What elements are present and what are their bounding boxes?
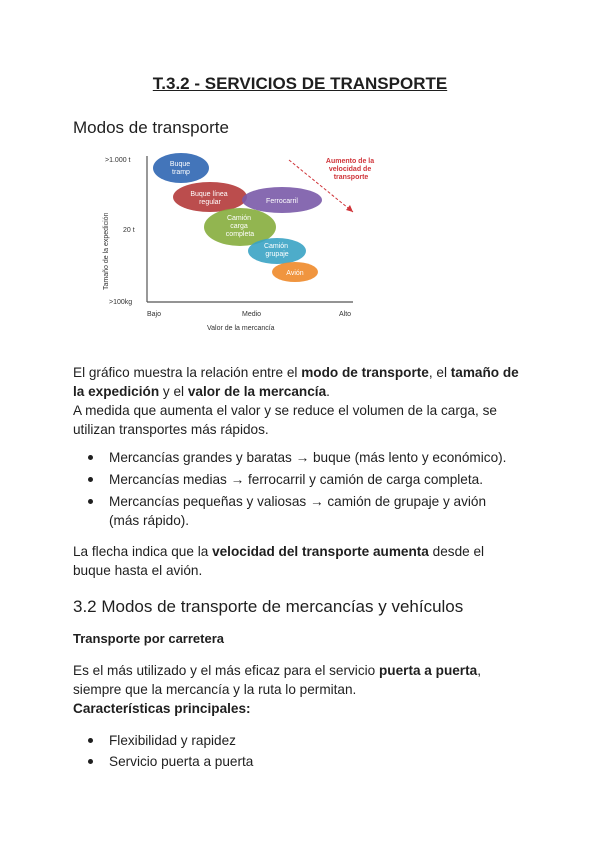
bullet-dot [88, 455, 93, 460]
speed-arrow-label [326, 158, 376, 181]
bullet-dot [88, 499, 93, 504]
bullet-dot [88, 477, 93, 482]
bullet-dot [88, 759, 93, 764]
bold-run: tamaño de la expedición [73, 365, 519, 399]
x-tick-label: Medio [242, 311, 262, 318]
bubble-label-line: Camión [263, 243, 289, 250]
bubble-ferrocarril [242, 187, 322, 213]
bubble-label-line: tramp [172, 169, 190, 176]
bold-run: modo de transporte [301, 365, 429, 380]
bubble-label-line: Buque [169, 161, 191, 168]
section-heading-modos: Modos de transporte [73, 118, 229, 137]
text-run: Es el más utilizado y el más eficaz para el servicio [73, 663, 379, 678]
bubble-buque-linea-regular [173, 182, 247, 212]
speed-arrow-head [346, 205, 353, 212]
list-item-text: Mercancías medias → ferrocarril y camión de carga completa. [109, 472, 483, 487]
text-run: , el [428, 365, 451, 380]
speed-arrow-label-line: transporte [333, 174, 369, 181]
subheading-transporte-carretera: Transporte por carretera [73, 631, 225, 646]
x-tick-label: Bajo [147, 311, 162, 318]
speed-arrow-label-line: Aumento de la [325, 158, 375, 165]
list-item-text: Mercancías grandes y baratas → buque (más lento y económico). [109, 450, 507, 465]
y-axis-label: Tamaño de la expedición [103, 212, 110, 290]
bubble-label-line: Camión [226, 215, 252, 222]
bubble-label-line: grupaje [265, 251, 289, 258]
list-item-text: Mercancías pequeñas y valiosas → camión de grupaje y avión [109, 494, 487, 509]
speed-arrow-label-line: velocidad de [328, 166, 372, 173]
text-run: desde el buque hasta el avión. [73, 544, 485, 578]
bubble-label-line: regular [199, 199, 221, 206]
paragraph-carretera [73, 661, 533, 699]
bubble-label: Ferrocarril [266, 198, 298, 205]
transport-modes-chart [95, 150, 375, 340]
bubble-avion [272, 262, 318, 282]
y-tick-label: >1.000 t [105, 157, 131, 164]
y-tick-label: >100kg [109, 299, 133, 306]
paragraph-value-volume: A medida que aumenta el valor y se reduce el volumen de la carga, se utilizan transportes más rápidos. [73, 403, 497, 437]
text-run: y el [159, 384, 188, 399]
bold-run: puerta a puerta [378, 663, 478, 678]
bubble-label-line: completa [225, 231, 255, 238]
x-tick-label: Alto [339, 311, 352, 318]
text-run: . [326, 384, 330, 399]
text-run: El gráfico muestra la relación entre el [73, 365, 302, 380]
list-item-text-continued: (más rápido). [109, 513, 190, 528]
features-heading: Características principales: [73, 701, 251, 716]
list-item-text: Flexibilidad y rapidez [109, 733, 236, 748]
bubble-label-line: Buque línea [190, 191, 228, 198]
page-title: T.3.2 - SERVICIOS DE TRANSPORTE [152, 74, 448, 93]
bold-run: velocidad del transporte aumenta [212, 544, 429, 559]
x-axis-label: Valor de la mercancía [207, 325, 275, 332]
paragraph-chart-explanation [73, 363, 533, 401]
bubble-camion-grupaje [248, 238, 306, 264]
text-run: , siempre que la mercancía y la ruta lo permitan. [73, 663, 481, 697]
paragraph-arrow-explanation [73, 542, 513, 580]
bubble-label [264, 243, 290, 258]
bubble-buque-tramp [153, 153, 209, 183]
text-run: La flecha indica que la [73, 544, 213, 559]
bold-run: valor de la mercancía [187, 384, 327, 399]
bubble-shape [153, 153, 209, 183]
bubble-label: Avión [286, 270, 304, 277]
y-tick-label: 20 t [123, 227, 135, 234]
bullet-dot [88, 738, 93, 743]
bubble-label-line: carga [230, 223, 248, 230]
bubble-label [170, 161, 192, 176]
list-item-text: Servicio puerta a puerta [109, 754, 254, 769]
section-heading-modos-mercancias: 3.2 Modos de transporte de mercancías y vehículos [73, 597, 464, 616]
